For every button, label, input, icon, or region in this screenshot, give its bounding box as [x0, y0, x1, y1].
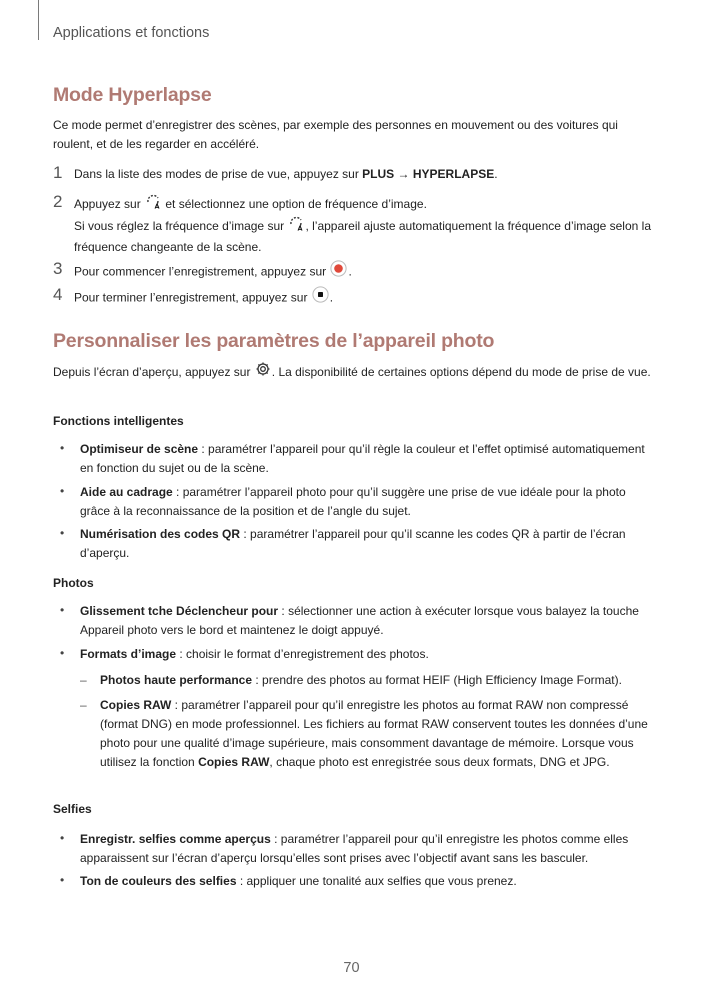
item-text: : sélectionner une action à exécuter lorsque vous balayez la touche Appareil photo vers le bord et maintenez le doigt appuyé.	[80, 604, 639, 637]
settings-intro	[53, 362, 653, 384]
hyperlapse-intro: Ce mode permet d’enregistrer des scènes, par exemple des personnes en mouvement ou des voitures qui roulent, et de les regarder en accéléré.	[53, 118, 618, 151]
step-text: , l’appareil ajuste automatiquement la fréquence d’image selon la fréquence changeante de la scène.	[74, 219, 651, 254]
bullet: •	[60, 873, 65, 887]
item-text: : paramétrer l’appareil pour qu’il enregistre les photos au format RAW non compressé (format DNG) en mode professionnel. Les fichiers au format RAW conservent toutes les données d’une photo pour une qualité d’image supérieure, mais consomment davantage de mémoire. Lorsque vous utilisez la fonction	[100, 698, 648, 769]
item-label: Formats d’image	[80, 647, 177, 661]
bullet: •	[60, 526, 65, 540]
item-label: Numérisation des codes QR	[80, 527, 241, 541]
bullet: •	[60, 646, 65, 660]
step-bold: PLUS	[362, 167, 395, 181]
item-label: Enregistr. selfies comme aperçus	[80, 832, 271, 846]
step-number: 1	[53, 163, 63, 182]
step-text: et sélectionnez une option de fréquence d’image.	[162, 197, 427, 212]
item-label: Copies RAW	[198, 755, 270, 769]
item-label: Ton de couleurs des selfies	[80, 874, 237, 888]
item-text: : prendre des photos au format HEIF (High Efficiency Image Format).	[252, 673, 622, 687]
item-label: Glissement tche Déclencheur pour	[80, 604, 279, 618]
dash: –	[80, 673, 87, 687]
stop-button-icon	[312, 286, 329, 309]
step-text: Si vous réglez la fréquence d’image sur	[74, 219, 288, 234]
step-text: .	[494, 167, 498, 181]
step-number: 4	[53, 285, 63, 304]
auto-fps-icon	[288, 215, 304, 237]
item-text: : paramétrer l’appareil pour qu’il règle la couleur et l’effet optimisé automatiquement en fonction du sujet ou de la scène.	[80, 442, 645, 475]
svg-text:A: A	[154, 202, 160, 209]
section-title-hyperlapse: Mode Hyperlapse	[53, 84, 212, 106]
item-text: : choisir le format d’enregistrement des photos.	[176, 647, 429, 661]
subheading-selfies: Selfies	[53, 802, 92, 816]
item-text: , chaque photo est enregistrée sous deux formats, DNG et JPG.	[269, 755, 610, 769]
item-text: : appliquer une tonalité aux selfies que vous prenez.	[236, 874, 517, 888]
step-text: Pour terminer l’enregistrement, appuyez sur	[74, 290, 311, 305]
record-button-icon	[330, 260, 347, 283]
step-text: .	[348, 264, 352, 279]
svg-text:A: A	[297, 224, 303, 231]
arrow-glyph: →	[394, 167, 413, 181]
intro-text: . La disponibilité de certaines options dépend du mode de prise de vue.	[271, 365, 651, 380]
bullet: •	[60, 441, 65, 455]
running-header: Applications et fonctions	[53, 25, 210, 41]
step-text: Dans la liste des modes de prise de vue, appuyez sur	[74, 167, 363, 181]
auto-fps-icon	[145, 193, 161, 215]
section-title-camera-settings: Personnaliser les paramètres de l’appareil photo	[53, 330, 495, 352]
item-text: : paramétrer l’appareil pour qu’il enregistre les photos comme elles apparaissent sur l’écran d’aperçu lorsqu’elles sont prises avec l’objectif avant sans les basculer.	[80, 832, 629, 865]
subheading-smart: Fonctions intelligentes	[53, 414, 184, 428]
step-text: Appuyez sur	[74, 197, 145, 212]
header-rule	[38, 0, 39, 40]
item-text: : paramétrer l’appareil pour qu’il scanne les codes QR à partir de l’écran d’aperçu.	[80, 527, 626, 560]
bullet: •	[60, 603, 65, 617]
item-label: Optimiseur de scène	[80, 442, 199, 456]
settings-gear-icon	[255, 361, 271, 383]
step-bold: HYPERLAPSE	[412, 167, 495, 181]
dash: –	[80, 698, 87, 712]
step-text: Pour commencer l’enregistrement, appuyez sur	[74, 264, 330, 279]
bullet: •	[60, 831, 65, 845]
item-label: Aide au cadrage	[80, 485, 173, 499]
step-number: 3	[53, 259, 63, 278]
subheading-photos: Photos	[53, 576, 94, 590]
item-text: : paramétrer l’appareil photo pour qu’il suggère une prise de vue idéale pour la photo grâce à la reconnaissance de la position et de l’angle du sujet.	[80, 485, 626, 518]
page-number: 70	[343, 960, 360, 976]
step-number: 2	[53, 192, 63, 211]
step-text: .	[329, 290, 334, 305]
intro-text: Depuis l’écran d’aperçu, appuyez sur	[53, 365, 254, 380]
item-label: Photos haute performance	[100, 673, 253, 687]
bullet: •	[60, 484, 65, 498]
item-label: Copies RAW	[100, 698, 172, 712]
